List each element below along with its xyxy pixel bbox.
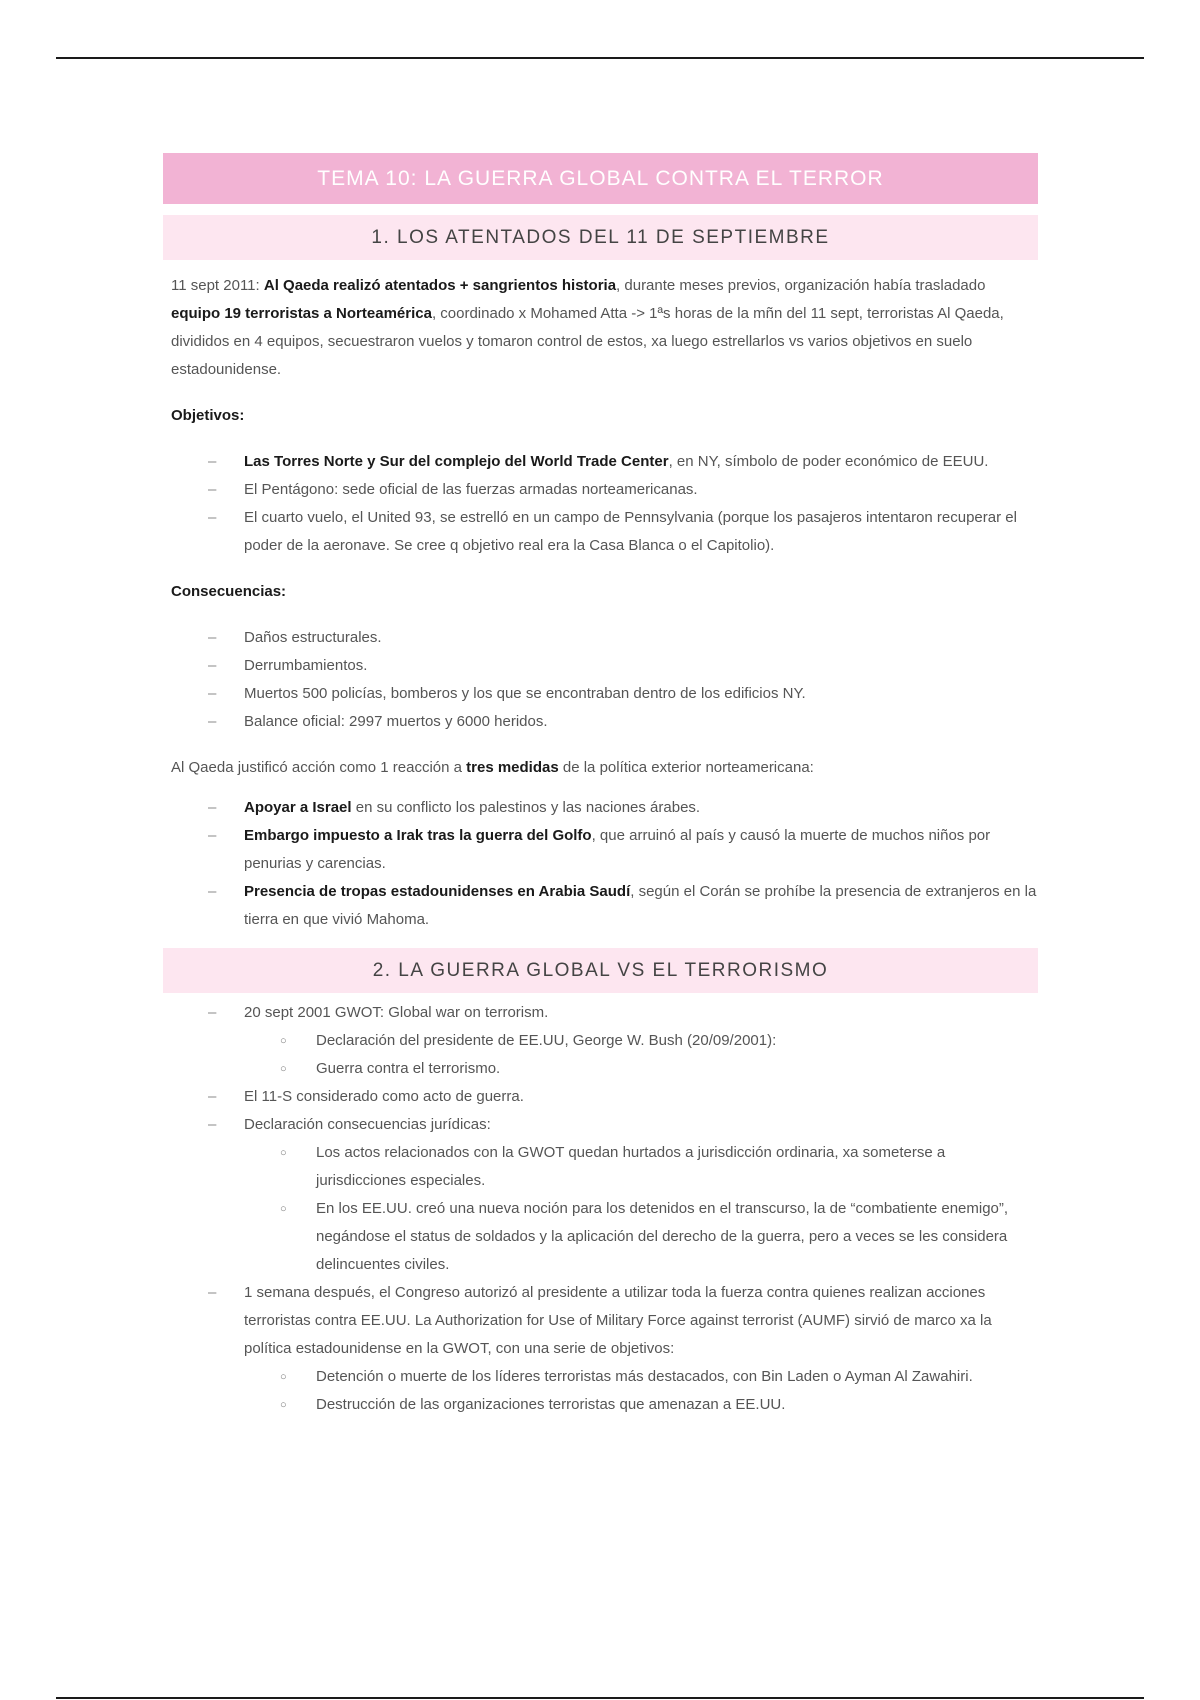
intro-text-3: , coordinado x Mohamed Atta -> 1ªs horas de la mñn del 11 sept, terroristas Al Qaeda, divididos en 4 equipos, secuestraron vuelos y tomaron control de estos, xa luego estrellarlos vs varios objetivos en suelo estadounidense. (171, 305, 1004, 378)
gwot-sublist-1 (244, 1027, 1038, 1083)
list-item: – El cuarto vuelo, el United 93, se estrelló en un campo de Pennsylvania (porque los pasajeros intentaron recuperar el poder de la aeronave. Se cree q objetivo real era la Casa Blanca o el Capitolio). (163, 504, 1038, 560)
document-body (163, 153, 1038, 1419)
intro-bold-1: Al Qaeda realizó atentados + sangrientos historia (263, 277, 617, 294)
objetivos-list (163, 448, 1038, 560)
objetivos-label: Objetivos: (171, 407, 245, 424)
list-item: – El 11-S considerado como acto de guerra. (163, 1083, 1038, 1111)
list-item: ○ En los EE.UU. creó una nueva noción para los detenidos en el transcurso, la de “combatiente enemigo”, negándose el status de soldados y la aplicación del derecho de la guerra, pero a veces se les considera delincuentes civiles. (163, 1195, 1038, 1279)
intro-paragraph (163, 272, 1038, 384)
objetivo-1-text: , en NY, símbolo de poder económico de EEUU. (668, 453, 989, 470)
intro-text-1: 11 sept 2011: (171, 277, 264, 294)
list-item: ○ Detención o muerte de los líderes terroristas más destacados, con Bin Laden o Ayman Al Zawahiri. (163, 1363, 1038, 1391)
consecuencias-label: Consecuencias: (171, 583, 287, 600)
list-item: ○ Los actos relacionados con la GWOT quedan hurtados a jurisdicción ordinaria, xa someterse a jurisdicciones especiales. (163, 1139, 1038, 1195)
medidas-list (163, 794, 1038, 934)
list-item: – Daños estructurales. (163, 624, 1038, 652)
list-item (163, 822, 1038, 878)
list-item (163, 1279, 1038, 1419)
list-item (163, 878, 1038, 934)
gwot-item-3: Declaración consecuencias jurídicas: (244, 1116, 491, 1133)
objetivo-1-bold: Las Torres Norte y Sur del complejo del World Trade Center (244, 453, 669, 470)
gwot-sublist-4 (244, 1363, 1038, 1419)
list-item: – Balance oficial: 2997 muertos y 6000 heridos. (163, 708, 1038, 736)
consecuencias-list (163, 624, 1038, 736)
medida-2-text: , que arruinó al país y causó la muerte de muchos niños por penurias y carencias. (244, 827, 991, 872)
medida-1-bold: Apoyar a Israel (244, 799, 352, 816)
section-heading-2: 2. LA GUERRA GLOBAL VS EL TERRORISMO (163, 948, 1038, 993)
justifico-text-2: de la política exterior norteamericana: (558, 759, 814, 776)
list-item: – Muertos 500 policías, bomberos y los que se encontraban dentro de los edificios NY. (163, 680, 1038, 708)
justifico-bold: tres medidas (466, 759, 559, 776)
list-item: ○ Guerra contra el terrorismo. (163, 1055, 1038, 1083)
intro-bold-2: equipo 19 terroristas a Norteamérica (171, 305, 432, 322)
top-rule (56, 57, 1144, 59)
medida-1-text: en su conflicto los palestinos y las naciones árabes. (351, 799, 701, 816)
list-item: – Derrumbamientos. (163, 652, 1038, 680)
list-item (163, 999, 1038, 1083)
list-item: ○ Declaración del presidente de EE.UU, George W. Bush (20/09/2001): (163, 1027, 1038, 1055)
gwot-item-1: 20 sept 2001 GWOT: Global war on terrorism. (244, 1004, 549, 1021)
list-item (163, 448, 1038, 476)
gwot-item-4: 1 semana después, el Congreso autorizó al presidente a utilizar toda la fuerza contra quienes realizan acciones terroristas contra EE.UU. La Authorization for Use of Military Force against terrorist (AUMF) sirvió de marco xa la política estadounidense en la GWOT, con una serie de objetivos: (244, 1284, 992, 1357)
page-title: TEMA 10: LA GUERRA GLOBAL CONTRA EL TERROR (163, 153, 1038, 204)
intro-text-2: , durante meses previos, organización había trasladado (616, 277, 986, 294)
medida-3-text: , según el Corán se prohíbe la presencia de extranjeros en la tierra en que vivió Mahoma. (244, 883, 1037, 928)
gwot-sublist-3 (244, 1139, 1038, 1279)
gwot-list (163, 999, 1038, 1419)
list-item (163, 1111, 1038, 1279)
medida-2-bold: Embargo impuesto a Irak tras la guerra del Golfo (244, 827, 592, 844)
justificacion-paragraph (163, 754, 1038, 782)
list-item: ○ Destrucción de las organizaciones terroristas que amenazan a EE.UU. (163, 1391, 1038, 1419)
medida-3-bold: Presencia de tropas estadounidenses en Arabia Saudí (244, 883, 631, 900)
list-item (163, 794, 1038, 822)
justifico-text-1: Al Qaeda justificó acción como 1 reacción a (171, 759, 467, 776)
bottom-rule (56, 1697, 1144, 1699)
list-item: – El Pentágono: sede oficial de las fuerzas armadas norteamericanas. (163, 476, 1038, 504)
section-heading-1: 1. LOS ATENTADOS DEL 11 DE SEPTIEMBRE (163, 215, 1038, 260)
